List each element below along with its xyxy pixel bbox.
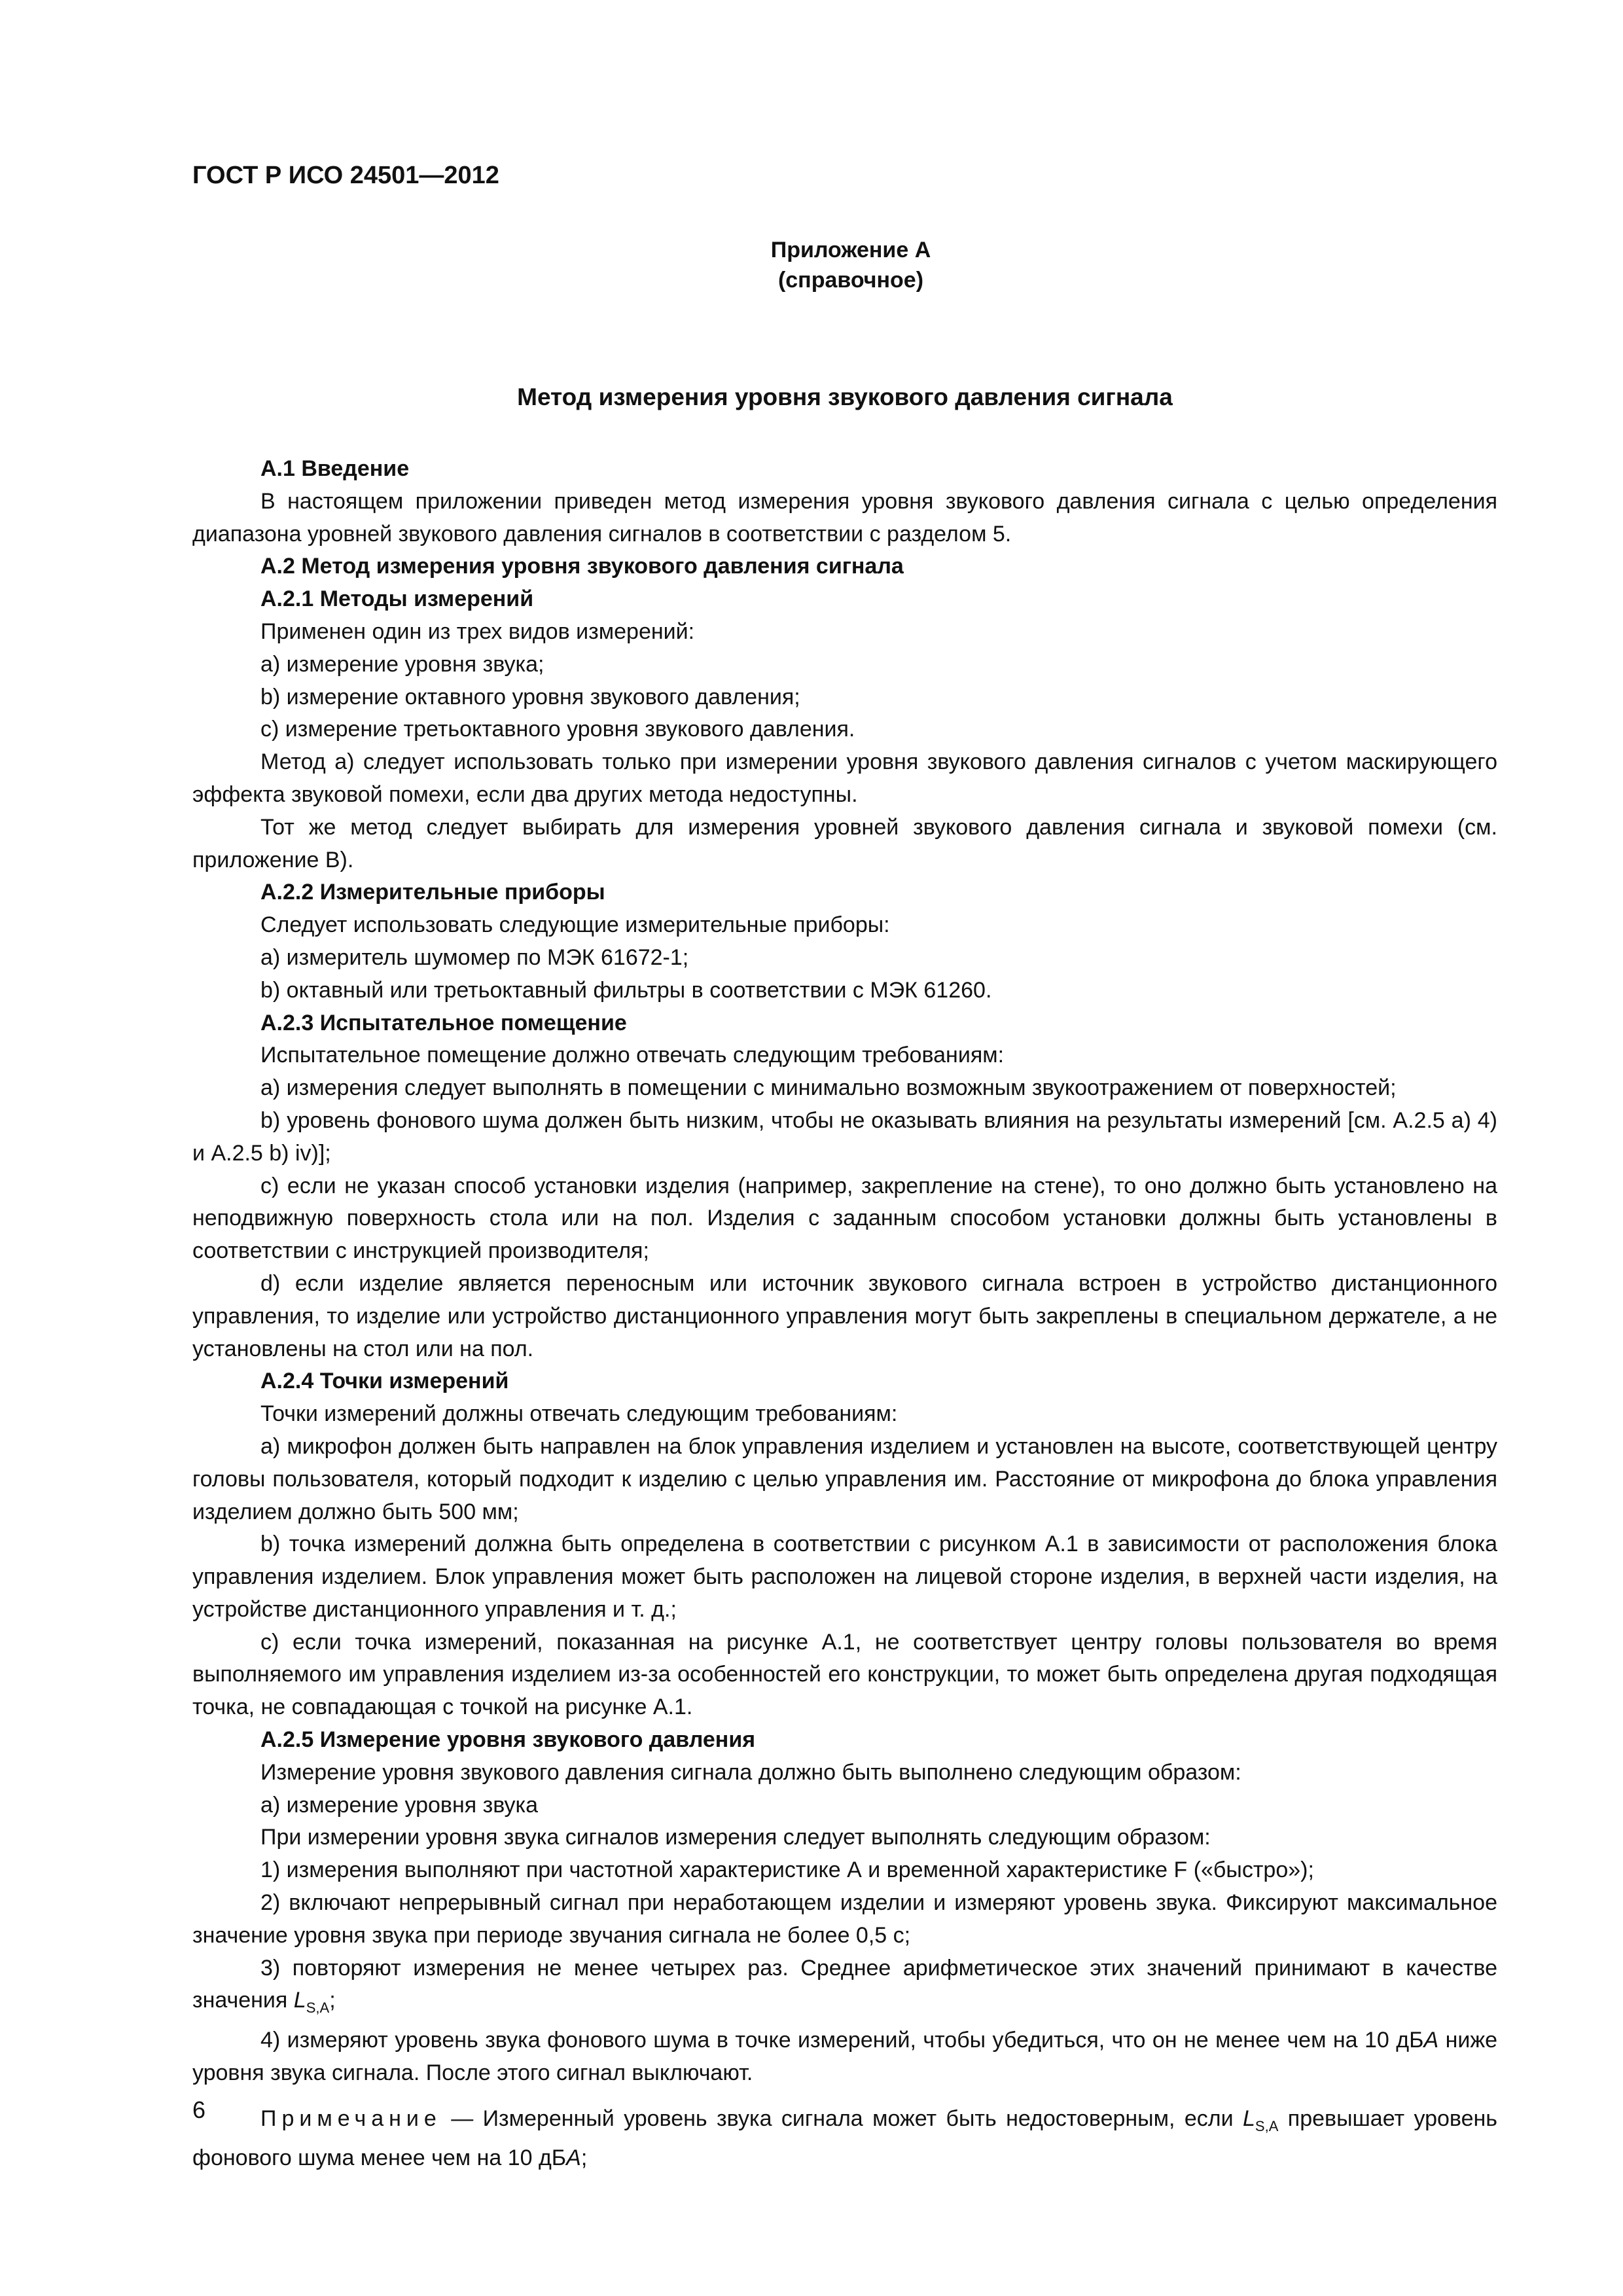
heading-a2-2: А.2.2 Измерительные приборы bbox=[260, 880, 605, 905]
symbol-subscript: S,A bbox=[306, 2000, 330, 2017]
symbol-subscript: S,A bbox=[1255, 2117, 1279, 2134]
text-run: 4) измеряют уровень звука фонового шума в точке измерений, чтобы убедиться, что он не менее чем на 10 дБ bbox=[260, 2028, 1424, 2053]
list-item: 2) включают непрерывный сигнал при неработающем изделии и измеряют уровень звука. Фиксируют максимальное значение уровня звука при периоде звучания сигнала не более 0,5 с; bbox=[192, 1890, 1497, 1948]
list-item: а) измеритель шумомер по МЭК 61672-1; bbox=[260, 944, 689, 970]
list-item: b) октавный или третьоктавный фильтры в соответствии с МЭК 61260. bbox=[260, 977, 992, 1003]
list-item: d) если изделие является переносным или источник звукового сигнала встроен в устройство дистанционного управления, то изделие или устройство дистанционного управления могут быть закреплены в специальном держателе, а не установлены на стол или на пол. bbox=[192, 1270, 1497, 1361]
heading-a2-1: А.2.1 Методы измерений bbox=[260, 586, 534, 612]
appendix-type: (справочное) bbox=[777, 268, 924, 293]
paragraph: Измерение уровня звукового давления сигнала должно быть выполнено следующим образом: bbox=[260, 1759, 1241, 1785]
list-item: а) измерения следует выполнять в помещении с минимально возможным звукоотражением от поверхностей; bbox=[260, 1075, 1397, 1101]
list-item: c) измерение третьоктавного уровня звукового давления. bbox=[260, 717, 855, 742]
paragraph: При измерении уровня звука сигналов измерения следует выполнять следующим образом: bbox=[260, 1825, 1211, 1850]
list-item bbox=[192, 1952, 1497, 2024]
paragraph: Тот же метод следует выбирать для измерения уровней звукового давления сигнала и звуковой помехи (см. приложение В). bbox=[192, 814, 1497, 872]
heading-a2-3: А.2.3 Испытательное помещение bbox=[260, 1010, 627, 1035]
section-title: Метод измерения уровня звукового давления сигнала bbox=[517, 384, 1173, 410]
paragraph: Точки измерений должны отвечать следующим требованиям: bbox=[260, 1401, 898, 1427]
paragraph: Испытательное помещение должно отвечать следующим требованиям: bbox=[260, 1043, 1005, 1068]
document-header: ГОСТ Р ИСО 24501—2012 bbox=[192, 162, 499, 189]
heading-a2-5: А.2.5 Измерение уровня звукового давления bbox=[260, 1727, 756, 1753]
symbol-l: L bbox=[1243, 2106, 1255, 2131]
list-item bbox=[192, 2024, 1497, 2090]
list-item: 1) измерения выполняют при частотной характеристике А и временной характеристике F («быстро»); bbox=[260, 1857, 1314, 1883]
symbol-a: A bbox=[1423, 2028, 1439, 2053]
list-item: а) измерение уровня звука; bbox=[260, 651, 544, 677]
paragraph: Метод а) следует использовать только при измерении уровня звукового давления сигналов с учетом маскирующего эффекта звуковой помехи, если два других метода недоступны. bbox=[192, 749, 1497, 807]
list-item: c) если точка измерений, показанная на рисунке А.1, не соответствует центру головы пользователя во время выполняемого им управления изделием из-за особенностей его конструкции, то может быть определена другая подходящая точка, не совпадающая с точкой на рисунке А.1. bbox=[192, 1629, 1497, 1720]
body-text bbox=[192, 453, 1497, 2175]
paragraph: Следует использовать следующие измерительные приборы: bbox=[260, 912, 890, 938]
paragraph: Применен один из трех видов измерений: bbox=[260, 619, 695, 644]
list-item: а) микрофон должен быть направлен на блок управления изделием и установлен на высоте, соответствующей центру головы пользователя, который подходит к изделию с целью управления им. Расстояние от микрофона до блока управления изделием должно быть 500 мм; bbox=[192, 1433, 1497, 1524]
note bbox=[192, 2103, 1497, 2175]
symbol-l-sa bbox=[293, 1988, 330, 2017]
text-run: ; bbox=[329, 1988, 336, 2013]
list-item: c) если не указан способ установки изделия (например, закрепление на стене), то оно должно быть установлено на неподвижную поверхность стола или на пол. Изделия с заданным способом установки должны быть установлены в соответствии с инструкцией производителя; bbox=[192, 1173, 1497, 1264]
symbol-a: A bbox=[566, 2145, 581, 2171]
heading-a2: А.2 Метод измерения уровня звукового давления сигнала bbox=[260, 554, 904, 579]
text-run: — Измеренный уровень звука сигнала может быть недостоверным, если bbox=[441, 2106, 1234, 2131]
list-item: а) измерение уровня звука bbox=[260, 1792, 539, 1818]
list-item: b) точка измерений должна быть определена в соответствии с рисунком А.1 в зависимости от расположения блока управления изделием. Блок управления может быть расположен на лицевой стороне изделия, в верхней части изделия, на устройстве дистанционного управления и т. д.; bbox=[192, 1532, 1497, 1622]
text-run: 3) повторяют измерения не менее четырех раз. Среднее арифметическое этих значений принимают в качестве значения bbox=[192, 1955, 1497, 2013]
heading-a2-4: А.2.4 Точки измерений bbox=[260, 1369, 509, 1394]
paragraph: В настоящем приложении приведен метод измерения уровня звукового давления сигнала с целью определения диапазона уровней звукового давления сигналов в соответствии с разделом 5. bbox=[192, 488, 1497, 547]
heading-a1: А.1 Введение bbox=[260, 456, 410, 481]
symbol-l: L bbox=[293, 1988, 306, 2013]
page-number: 6 bbox=[192, 2096, 206, 2123]
appendix-title: Приложение А bbox=[770, 238, 931, 262]
symbol-l-sa bbox=[1243, 2106, 1279, 2134]
note-label: Примечание bbox=[260, 2106, 442, 2131]
list-item: b) измерение октавного уровня звукового давления; bbox=[260, 684, 800, 709]
text-run: превышает уровень фонового шума менее чем на 10 дБ bbox=[192, 2106, 1497, 2171]
text-run: ниже уровня звука сигнала. После этого сигнал выключают. bbox=[192, 2028, 1498, 2085]
list-item: b) уровень фонового шума должен быть низким, чтобы не оказывать влияния на результаты измерений [см. А.2.5 a) 4) и А.2.5 b) iv)]; bbox=[192, 1107, 1497, 1166]
text-run: ; bbox=[580, 2145, 588, 2171]
